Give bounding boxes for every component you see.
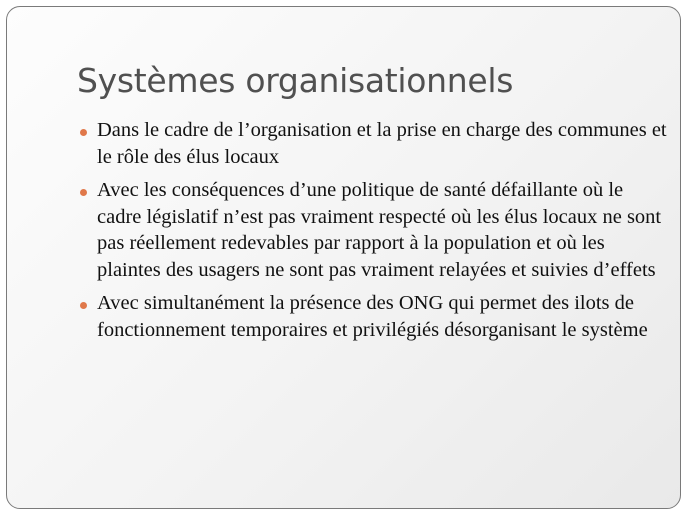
bullet-dot-icon [80,129,87,136]
bullet-dot-icon [80,302,87,309]
bullet-item [80,290,670,343]
slide [6,6,681,509]
bullet-item [80,177,670,283]
bullet-list [80,117,670,350]
bullet-text: Dans le cadre de l’organisation et la prise en charge des communes et le rôle des élus locaux [97,119,667,168]
bullet-item [80,117,670,170]
bullet-text: Avec les conséquences d’une politique de santé défaillante où le cadre législatif n’est pas vraiment respecté où les élus locaux ne sont pas réellement redevables par rapport à la population et où les plaintes des usagers ne sont pas vraiment relayées et suivies d’effets [97,179,662,281]
slide-title: Systèmes organisationnels [77,61,514,100]
bullet-text: Avec simultanément la présence des ONG qui permet des ilots de fonctionnement temporaires et privilégiés désorganisant le système [97,292,648,341]
bullet-dot-icon [80,189,87,196]
